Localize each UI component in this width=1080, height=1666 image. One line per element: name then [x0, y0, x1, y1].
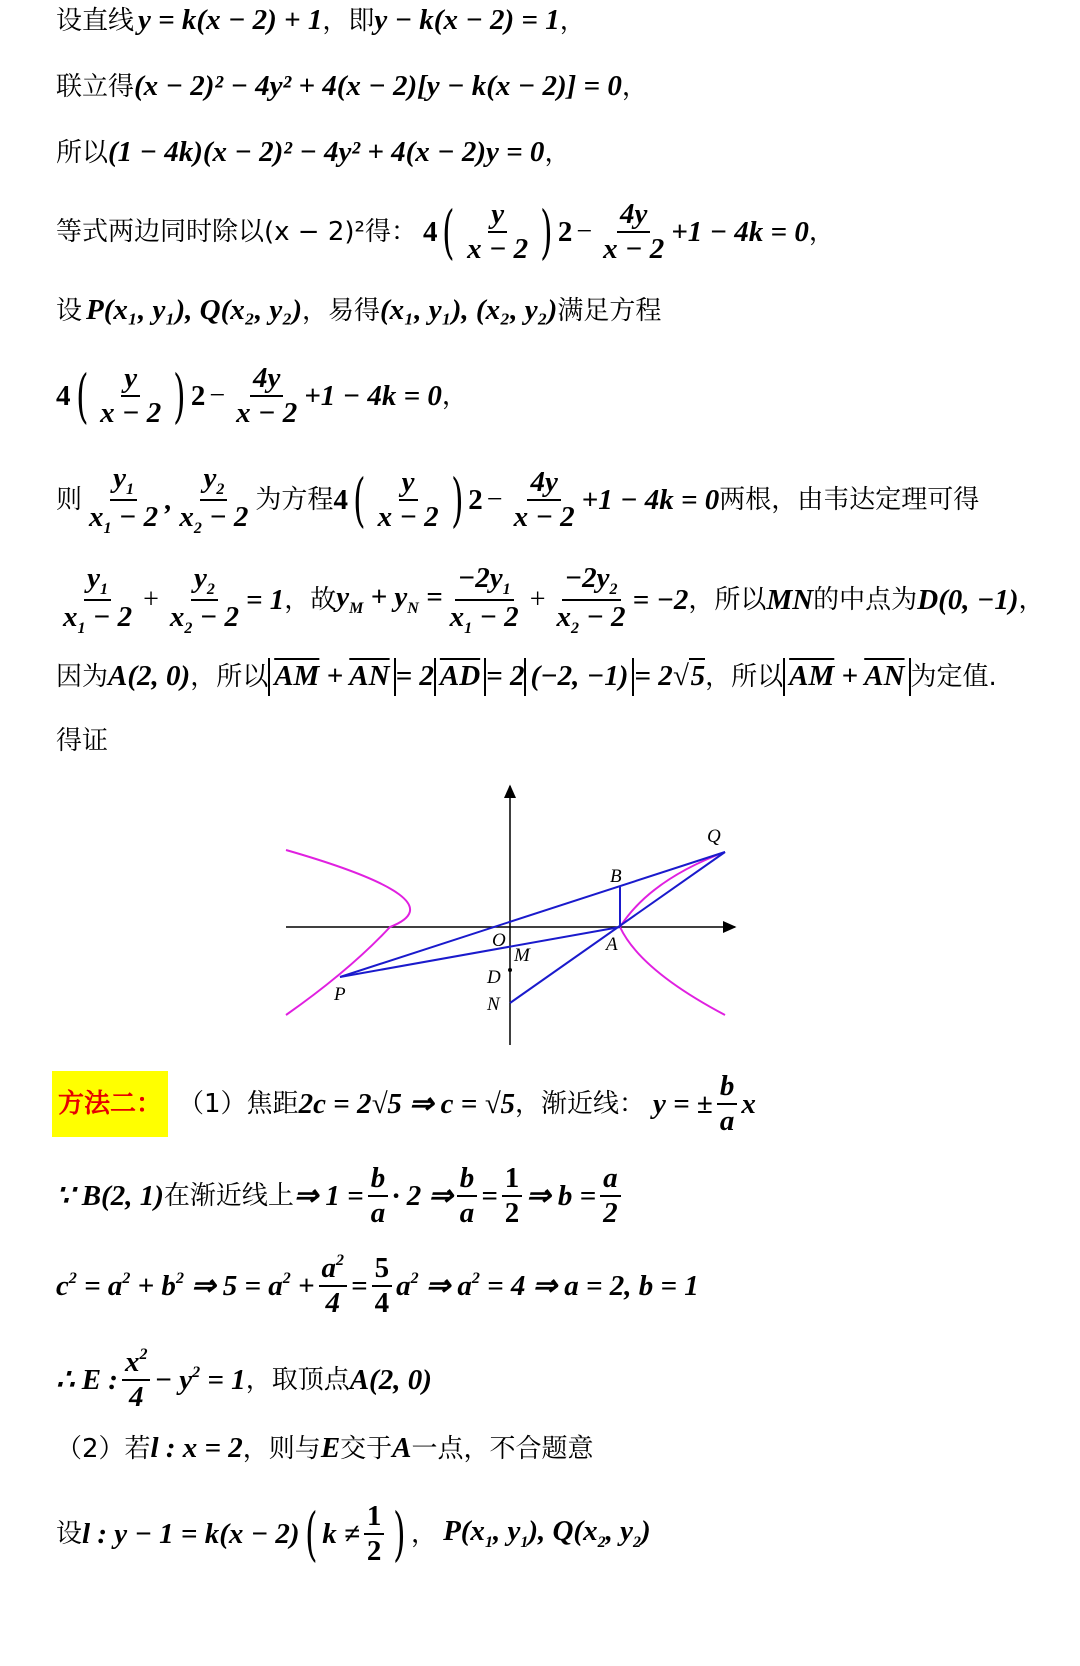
method-2-label: 方法二： [52, 1071, 168, 1137]
line-15: （2）若 l : x = 2 ，则与 E 交于 A 一点，不合题意 [56, 1432, 594, 1464]
line-2: 联立得 (x − 2)² − 4y² + 4(x − 2)[y − k(x − 2)] = 0 ， [56, 70, 648, 102]
label-M: M [514, 945, 530, 966]
fraction: $\frac{x^2}{4}$ [122, 1346, 151, 1415]
line-4: 等式两边同时除以(x − 2)²得： 4 ( $\frac{y}{x - 2}$ ) 2 − $\frac{4y}{x - 2}$ +1 − 4k = 0 ， [56, 198, 835, 267]
fraction: $\frac{b}{a}$ [368, 1162, 389, 1231]
point-D [508, 968, 512, 972]
fraction: $\frac{a^2}{4}$ [319, 1252, 348, 1321]
fraction: $\frac{b}{a}$ [717, 1070, 738, 1139]
line-14: ∴ E : $\frac{x^2}{4}$ − $y^2 = 1$ ，取顶点 A(2, 0) [56, 1346, 432, 1414]
fraction: $\frac{5}{4}$ [372, 1252, 393, 1321]
line-9: 因为 A(2, 0) ，所以 $\overline{AM} + \overline{AN}$ = 2 $\overline{AD}$ = 2 (−2, −1) = 2√5 ，所以 $\overline{AM} + \overline{AN}$ 为定值. [56, 658, 997, 696]
fraction: $\frac{y_1}{x_1 - 2}$ [89, 462, 159, 538]
line-16: 设 l : y − 1 = k(x − 2) ( k ≠ $\frac{1}{2}$ ) ， $P(x_1$, $y_1$), $Q(x_2$, $y_2$) [56, 1500, 651, 1569]
fraction: $\frac{4y}{x - 2}$ [603, 198, 665, 266]
hyperbola-left-branch [286, 850, 410, 1015]
line-12: ∵ B(2, 1) 在渐近线上 ⇒ 1 = $\frac{b}{a}$ · 2 ⇒ $\frac{b}{a}$ = $\frac{1}{2}$ ⇒ b = $\frac{a}{2}$ [56, 1162, 625, 1231]
fraction: $\frac{b}{a}$ [457, 1162, 478, 1231]
label-O: O [492, 930, 506, 951]
hyperbola-figure [280, 780, 760, 1050]
fraction: $\frac{y_2}{x_2 - 2}$ [169, 562, 239, 638]
line-1: 设直线 y = k(x − 2) + 1 ，即 y − k(x − 2) = 1 ， [56, 4, 586, 36]
fraction: $\frac{4y}{x - 2}$ [236, 362, 298, 430]
fraction: $\frac{y_1}{x_1 - 2}$ [63, 562, 133, 638]
label-D: D [487, 967, 501, 988]
fraction: $\frac{-2y_2}{x_2 - 2}$ [556, 562, 626, 638]
hyperbola-right-branch [620, 852, 725, 1015]
line-10: 得证 [56, 726, 109, 756]
line-7: 则 $\frac{y_1}{x_1 - 2}$ , $\frac{y_2}{x_2 - 2}$ 为方程 4 ( $\frac{y}{x - 2}$ ) 2 − $\frac{4y}{x - 2}$ +1 − 4k = 0 两根，由韦达定理可得 [56, 462, 980, 538]
label-B: B [610, 866, 622, 887]
fraction: $\frac{1}{2}$ [502, 1162, 523, 1231]
method-2-line: 方法二： （1）焦距 2c = 2√5 ⇒ c = √5 ，渐近线： y = ± $\frac{b}{a}$ x [52, 1070, 756, 1139]
line-8: $\frac{y_1}{x_1 - 2}$ + $\frac{y_2}{x_2 - 2}$ = 1 ，故 $y_M + y_N$ = $\frac{-2y_1}{x_1 - 2}$ + $\frac{-2y_2}{x_2 - 2}$ = −2 ，所以 MN 的中点为 D(0, −1) ， [56, 562, 1045, 639]
fraction: $\frac{a}{2}$ [600, 1162, 621, 1231]
fraction: $\frac{4y}{x - 2}$ [513, 466, 575, 534]
line-6: 4 ( $\frac{y}{x - 2}$ ) 2 − $\frac{4y}{x - 2}$ +1 − 4k = 0 ， [56, 362, 468, 431]
label-N: N [487, 994, 500, 1015]
fraction: $\frac{y_2}{x_2 - 2}$ [179, 462, 249, 538]
fraction: $\frac{y}{x - 2}$ [467, 198, 529, 266]
fraction: $\frac{y}{x - 2}$ [377, 466, 439, 534]
line-5: 设 P(x₁, y₁), Q(x₂, y₂) ，易得 (x₁, y₁), (x₂, y₂) 满足方程 [56, 294, 662, 326]
label-Q: Q [707, 826, 721, 847]
line-3: 所以 (1 − 4k)(x − 2)² − 4y² + 4(x − 2)y = 0 ， [56, 136, 571, 168]
fraction: $\frac{y}{x - 2}$ [100, 362, 162, 430]
line-PQ [340, 852, 725, 977]
fraction: $\frac{1}{2}$ [364, 1500, 385, 1569]
label-P: P [334, 984, 346, 1005]
label-A: A [606, 934, 618, 955]
line-13: $c^2 = a^2 + b^2$ ⇒ $5 = a^2$ + $\frac{a^2}{4}$ = $\frac{5}{4}$ $a^2$ ⇒ $a^2 = 4$ ⇒ a = 2, b = 1 [56, 1252, 699, 1320]
fraction: $\frac{-2y_1}{x_1 - 2}$ [449, 562, 519, 638]
